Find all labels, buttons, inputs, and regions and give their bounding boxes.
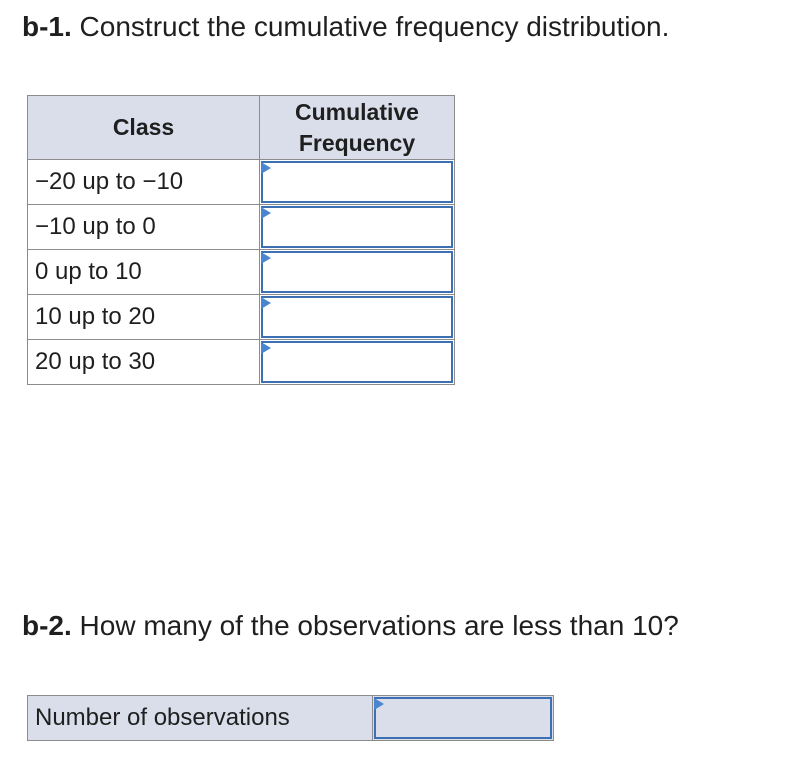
observations-row: [27, 695, 554, 741]
cumulative-frequency-input[interactable]: [261, 296, 453, 338]
answer-flag-icon: [261, 297, 271, 309]
observations-cell: [373, 695, 554, 741]
table-row: [28, 205, 455, 250]
cumulative-frequency-input[interactable]: [261, 206, 453, 248]
table-row: [28, 160, 455, 205]
question-b1-title: [22, 10, 669, 44]
cumulative-frequency-cell: [260, 340, 455, 385]
class-cell: −10 up to 0: [28, 205, 260, 250]
answer-flag-icon: [261, 162, 271, 174]
cumulative-frequency-input[interactable]: [261, 251, 453, 293]
cumulative-frequency-column-header: [260, 96, 455, 160]
table-row: [28, 340, 455, 385]
class-cell: 10 up to 20: [28, 295, 260, 340]
cumulative-frequency-cell: [260, 295, 455, 340]
cumulative-frequency-table: [27, 95, 455, 385]
cumulative-frequency-cell: [260, 160, 455, 205]
question-b2-title: [22, 609, 679, 643]
question-b2-text: How many of the observations are less than 10?: [71, 610, 679, 641]
question-b1-text: Construct the cumulative frequency distribution.: [71, 11, 670, 42]
answer-flag-icon: [261, 342, 271, 354]
answer-flag-icon: [374, 698, 384, 710]
cumulative-frequency-input[interactable]: [261, 161, 453, 203]
cumulative-header-line1: Cumulative: [295, 98, 419, 125]
answer-flag-icon: [261, 207, 271, 219]
cumulative-frequency-input[interactable]: [261, 341, 453, 383]
observations-label: Number of observations: [27, 695, 373, 741]
answer-flag-icon: [261, 252, 271, 264]
cumulative-frequency-cell: [260, 205, 455, 250]
table-row: [28, 250, 455, 295]
class-cell: 20 up to 30: [28, 340, 260, 385]
cumulative-header-line2: Frequency: [298, 129, 416, 156]
table-row: [28, 295, 455, 340]
table-header-row: [28, 96, 455, 160]
class-cell: 0 up to 10: [28, 250, 260, 295]
class-column-header: Class: [28, 96, 260, 160]
cumulative-frequency-cell: [260, 250, 455, 295]
observations-input[interactable]: [374, 697, 552, 739]
class-cell: −20 up to −10: [28, 160, 260, 205]
question-b1-number: b-1.: [22, 11, 72, 42]
question-b2-number: b-2.: [22, 610, 72, 641]
